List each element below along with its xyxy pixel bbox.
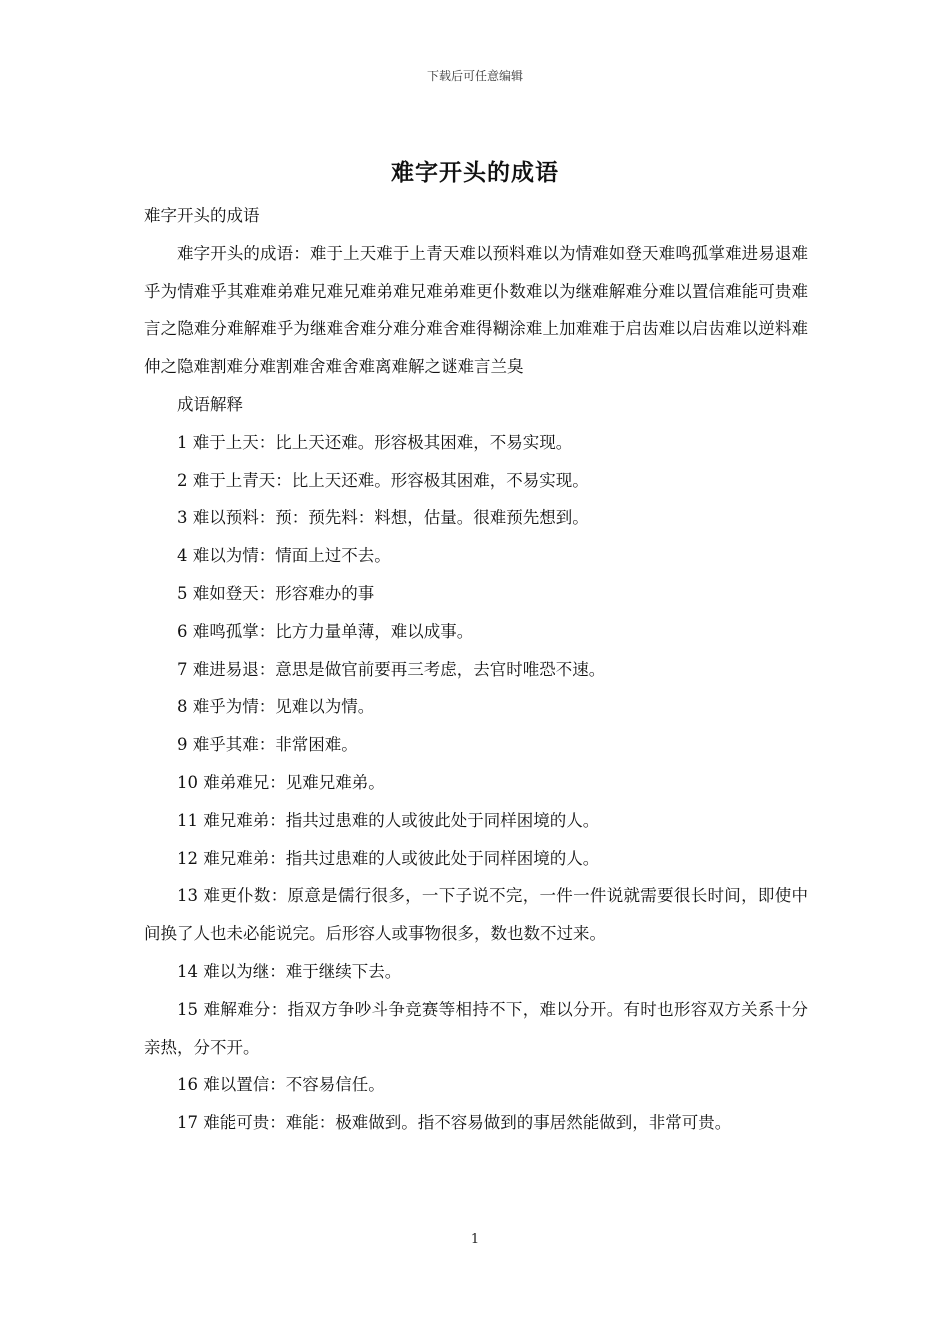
page-number: 1 bbox=[470, 1232, 480, 1247]
idiom-entry: 15 难解难分：指双方争吵斗争竞赛等相持不下，难以分开。有时也形容双方关系十分亲热，分不开。 bbox=[144, 999, 808, 1057]
idiom-entry: 3 难以预料：预：预先料：料想，估量。很难预先想到。 bbox=[177, 508, 589, 528]
page-header: 下载后可任意编辑 bbox=[426, 69, 523, 83]
intro-paragraph: 难字开头的成语：难于上天难于上青天难以预料难以为情难如登天难鸣孤掌难进易退难乎为情难乎其难难弟难兄难兄难弟难兄难弟难更仆数难以为继难解难分难以置信难能可贵难言之隐难分难解难乎为继难舍难分难分难舍难得糊涂难上加难难于启齿难以启齿难以逆料难伸之隐难割难分难割难舍难舍难离难解之谜难言兰臭 bbox=[144, 243, 808, 377]
idiom-entry: 4 难以为情：情面上过不去。 bbox=[177, 546, 391, 566]
section-heading: 成语解释 bbox=[177, 394, 243, 414]
document-title: 难字开头的成语 bbox=[391, 160, 559, 186]
idiom-entry: 12 难兄难弟：指共过患难的人或彼此处于同样困境的人。 bbox=[177, 848, 600, 868]
idiom-entry: 10 难弟难兄：见难兄难弟。 bbox=[177, 772, 385, 792]
idiom-entry: 16 难以置信：不容易信任。 bbox=[177, 1075, 385, 1095]
idiom-entry: 8 难乎为情：见难以为情。 bbox=[177, 697, 375, 717]
idiom-entry: 17 难能可贵：难能：极难做到。指不容易做到的事居然能做到，非常可贵。 bbox=[177, 1113, 732, 1133]
idiom-entry: 11 难兄难弟：指共过患难的人或彼此处于同样困境的人。 bbox=[177, 810, 600, 830]
idiom-entry: 5 难如登天：形容难办的事 bbox=[177, 583, 375, 603]
document-subtitle: 难字开头的成语 bbox=[144, 206, 260, 225]
idiom-entry: 13 难更仆数：原意是儒行很多，一下子说不完，一件一件说就需要很长时间，即使中间换了人也未必能说完。后形容人或事物很多，数也数不过来。 bbox=[144, 886, 808, 944]
idiom-entry: 14 难以为继：难于继续下去。 bbox=[177, 961, 402, 981]
idiom-entry: 2 难于上青天：比上天还难。形容极其困难，不易实现。 bbox=[177, 470, 589, 490]
idiom-entry: 7 难进易退：意思是做官前要再三考虑，去官时唯恐不速。 bbox=[177, 659, 606, 679]
idiom-entry: 9 难乎其难：非常困难。 bbox=[177, 735, 358, 755]
idiom-entry: 1 难于上天：比上天还难。形容极其困难，不易实现。 bbox=[177, 432, 573, 452]
document-body bbox=[144, 197, 808, 1142]
idiom-entry: 6 难鸣孤掌：比方力量单薄，难以成事。 bbox=[177, 621, 474, 641]
